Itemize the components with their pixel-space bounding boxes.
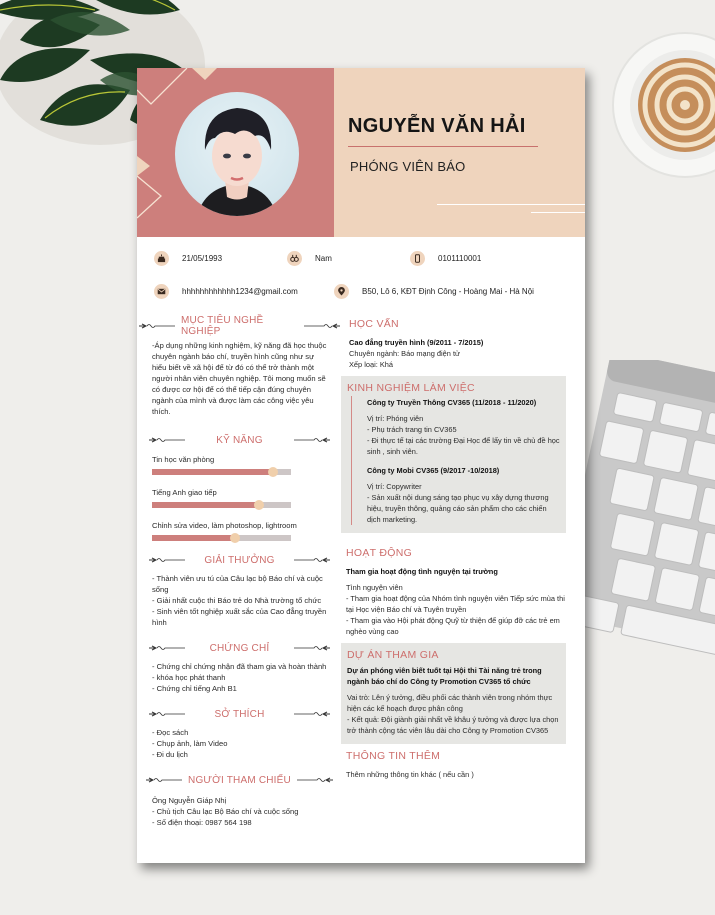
reference-line: - Chủ tịch Câu lạc Bộ Báo chí và cuộc sống	[152, 807, 299, 816]
ornament-left-icon	[147, 555, 187, 565]
section-extra-info	[344, 750, 566, 780]
section-projects	[341, 643, 566, 744]
section-heading	[137, 703, 342, 725]
coffee-cup-decoration	[610, 30, 715, 180]
section-hobbies	[137, 703, 342, 760]
job-duty: - Đi thực tế tại các trường Đại Học để lấy tin về chủ đề học sinh , sinh viên.	[367, 436, 560, 456]
skill-bar	[152, 469, 291, 475]
objective-text: -Áp dụng những kinh nghiệm, kỹ năng đã học thuộc chuyên ngành báo chí, truyền hình cũng như sự hiểu biết về xã hội để từ đó có thể trở thành một người nhân viên chuyên nghiệp. Tôi mong muốn sẽ có được cơ hội để có thể tiếp cận đúng chuyên ngành của mình và được làm các công việc yêu thích.	[152, 341, 327, 416]
profile-photo	[175, 92, 299, 216]
certificate-line: - khóa học phát thanh	[152, 673, 226, 682]
ornament-right-icon	[292, 435, 332, 445]
ornament-left-icon	[144, 775, 184, 785]
section-awards	[137, 549, 342, 628]
activity-role: Tình nguyện viên	[346, 583, 403, 592]
job-entry	[367, 397, 560, 457]
skill-item	[137, 521, 342, 541]
award-line: - Giải nhất cuộc thi Báo trẻ do Nhà trường tổ chức	[152, 596, 322, 605]
contact-email	[154, 284, 298, 299]
education-major: Chuyên ngành: Báo mạng điện tử	[349, 349, 460, 358]
hobby-line: - Đi du lịch	[152, 750, 188, 759]
skill-knob	[268, 467, 278, 477]
extra-text: Thêm những thông tin khác ( nếu cần )	[346, 770, 474, 779]
skill-knob	[254, 500, 264, 510]
ornament-right-icon	[292, 555, 332, 565]
reference-name: Ông Nguyễn Giáp Nhị	[152, 796, 227, 805]
phone-value: 0101110001	[438, 254, 482, 263]
decor-line	[437, 204, 585, 205]
gender-icon	[287, 251, 302, 266]
skill-knob	[230, 533, 240, 543]
section-references	[137, 769, 342, 828]
ornament-right-icon	[292, 709, 332, 719]
address-value: B50, Lô 6, KĐT Định Công - Hoàng Mai - Hà Nội	[362, 287, 534, 296]
project-heading: Dự án phóng viên biết tuốt tại Hội thi Tài năng trẻ trong ngành báo chí do Công ty Promotion CV365 tổ chức	[347, 666, 542, 686]
ornament-left-icon	[137, 321, 177, 331]
skill-item	[137, 455, 342, 475]
candidate-name: NGUYỄN VĂN HẢI	[348, 115, 526, 137]
phone-icon	[410, 251, 425, 266]
skill-label: Tiếng Anh giao tiếp	[152, 488, 217, 497]
activity-line: - Tham gia hoạt động của Nhóm tình nguyện viên Tiếp sức mùa thi tại Học viện Báo chí và Tuyên truyền	[346, 594, 565, 614]
objective-title: MỤC TIÊU NGHỀ NGHIỆP	[181, 315, 264, 337]
ornament-left-icon	[147, 643, 187, 653]
contact-address	[334, 284, 534, 299]
skill-label: Tin học văn phòng	[152, 455, 215, 464]
education-grade: Xếp loại: Khá	[349, 360, 393, 369]
section-heading	[137, 549, 342, 571]
left-column	[137, 315, 342, 828]
cv-header	[137, 68, 585, 237]
section-activities	[344, 547, 566, 637]
contact-birthday	[154, 251, 222, 266]
activities-title: HOẠT ĐỘNG	[346, 547, 413, 559]
contact-phone	[410, 251, 481, 266]
name-divider	[348, 146, 538, 147]
experience-timeline	[351, 396, 560, 525]
right-column	[344, 318, 566, 780]
award-line: - Thành viên ưu tú của Câu lạc bộ Báo chí và cuộc sống	[152, 574, 323, 594]
section-heading	[137, 429, 342, 451]
skills-title: KỸ NĂNG	[216, 434, 263, 446]
job-duty: - Phụ trách trang tin CV365	[367, 425, 457, 434]
candidate-job-title: PHÓNG VIÊN BÁO	[350, 159, 466, 174]
birthday-value: 21/05/1993	[182, 254, 223, 263]
award-line: - Sinh viên tốt nghiệp xuất sắc của Cao đẳng truyền hình	[152, 607, 327, 627]
experience-title: KINH NGHIỆM LÀM VIỆC	[347, 382, 475, 394]
ornament-right-icon	[302, 321, 342, 331]
cv-page	[137, 68, 585, 863]
education-title: HỌC VẤN	[349, 318, 399, 330]
email-icon	[154, 284, 169, 299]
ornament-right-icon	[292, 643, 332, 653]
decor-line	[531, 212, 585, 213]
hobbies-title: SỞ THÍCH	[214, 708, 265, 720]
cake-icon	[154, 251, 169, 266]
header-photo-panel	[137, 68, 334, 237]
skill-bar	[152, 502, 291, 508]
section-heading	[137, 315, 342, 337]
hobby-line: - Đọc sách	[152, 728, 189, 737]
hobby-line: - Chụp ảnh, làm Video	[152, 739, 228, 748]
section-objective	[137, 315, 342, 417]
header-title-panel	[334, 68, 585, 237]
references-title: NGƯỜI THAM CHIẾU	[188, 774, 291, 786]
certificate-line: - Chứng chỉ chứng nhận đã tham gia và hoàn thành	[152, 662, 327, 671]
section-experience	[341, 376, 566, 533]
project-line: - Kết quả: Đội giành giải nhất về khâu ý tưởng và được lựa chọn trở thành cộng tác viên lâu dài cho Công ty Promotion CV365	[347, 715, 559, 735]
reference-phone: - Số điện thoại: 0987 564 198	[152, 818, 252, 827]
section-heading	[137, 637, 342, 659]
section-skills	[137, 429, 342, 541]
certificates-title: CHỨNG CHỈ	[209, 642, 270, 654]
skill-label: Chỉnh sửa video, làm photoshop, lightroom	[152, 521, 297, 530]
gender-value: Nam	[315, 254, 332, 263]
certificate-line: - Chứng chỉ tiếng Anh B1	[152, 684, 237, 693]
skill-item	[137, 488, 342, 508]
section-heading	[137, 769, 342, 791]
awards-title: GIẢI THƯỞNG	[204, 554, 275, 566]
projects-title: DỰ ÁN THAM GIA	[347, 649, 439, 661]
email-value: hhhhhhhhhhhh1234@gmail.com	[182, 287, 298, 296]
job-company: Công ty Truyền Thông CV365 (11/2018 - 11/2020)	[367, 398, 537, 407]
skill-bar	[152, 535, 291, 541]
extra-title: THÔNG TIN THÊM	[346, 750, 441, 762]
contact-gender	[287, 251, 332, 266]
ornament-right-icon	[295, 775, 335, 785]
section-certificates	[137, 637, 342, 694]
job-position: Vị trí: Copywriter	[367, 482, 422, 491]
ornament-left-icon	[147, 709, 187, 719]
ornament-left-icon	[147, 435, 187, 445]
section-education	[344, 318, 566, 370]
location-pin-icon	[334, 284, 349, 299]
project-line: Vai trò: Lên ý tưởng, điều phối các thành viên trong nhóm thực hiện các kế hoạch được phân công	[347, 693, 553, 713]
education-school: Cao đẳng truyền hình (9/2011 - 7/2015)	[349, 338, 484, 347]
job-duty: - Sản xuất nội dung sáng tạo phục vụ xây dựng thương hiệu, truyền thông, quảng cáo sản phẩm cho các chiến dịch marketing.	[367, 493, 549, 524]
activity-line: - Tham gia vào Hội phát động Quỹ từ thiện để giúp đỡ các trẻ em nghèo vùng cao	[346, 616, 560, 636]
job-entry	[367, 465, 560, 525]
contact-info	[137, 244, 585, 309]
job-company: Công ty Mobi CV365 (9/2017 -10/2018)	[367, 466, 500, 475]
job-position: Vị trí: Phóng viên	[367, 414, 424, 423]
activity-heading: Tham gia hoạt động tình nguyện tại trường	[346, 567, 498, 576]
